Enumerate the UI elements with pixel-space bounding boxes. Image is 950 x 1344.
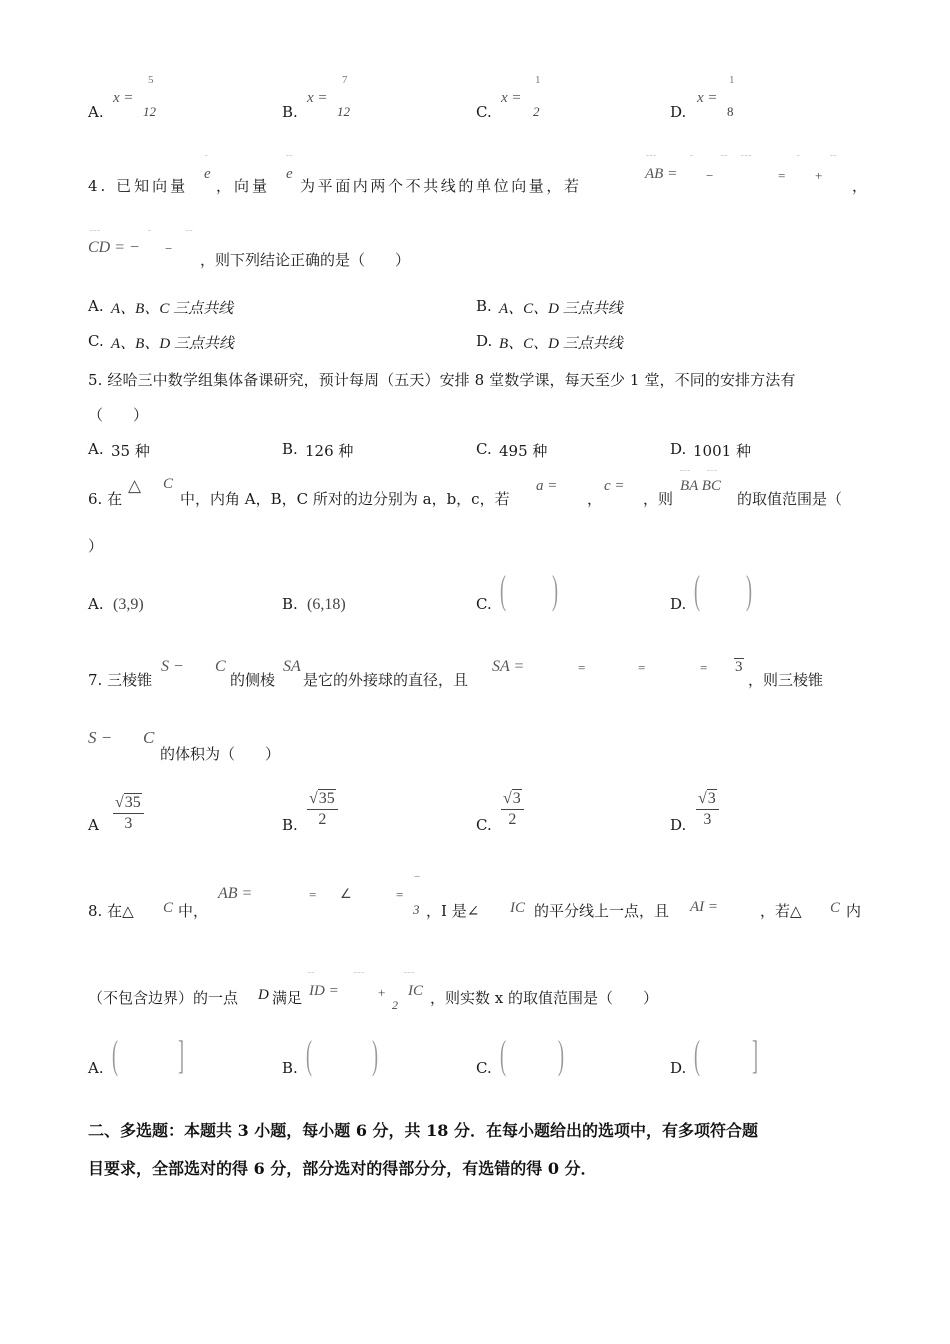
vec-tick: ˉ bbox=[690, 153, 694, 162]
q3-option-a-expr: x = bbox=[113, 90, 134, 106]
q4-e1: e bbox=[204, 166, 211, 182]
q7-s1: S − bbox=[161, 658, 184, 675]
q5-option-d-text: 1001 种 bbox=[693, 442, 751, 460]
q4-ask: ，则下列结论正确的是（ ） bbox=[200, 251, 411, 269]
q4-option-d-text: B、C、D 三点共线 bbox=[499, 336, 623, 352]
q4-option-c-text: A、B、D 三点共线 bbox=[111, 336, 234, 352]
q6-range: 的取值范围是（ bbox=[737, 490, 843, 508]
q8-satisfy: 满足 bbox=[272, 989, 303, 1007]
q5-paren: （ ） bbox=[88, 406, 149, 424]
q6-c-eq: c = bbox=[604, 478, 625, 494]
q7-sa-eq: SA = bbox=[492, 658, 525, 675]
q6-option-c-label: C. bbox=[476, 595, 492, 613]
q3-option-a-label: A. bbox=[88, 103, 104, 121]
vec-tick: ˉˉˉ bbox=[741, 153, 752, 162]
q8-frac-bar: − bbox=[414, 871, 421, 883]
paren-right: ) bbox=[746, 567, 752, 612]
q5-option-c-label: C. bbox=[476, 440, 492, 458]
vec-tick: ˉˉˉ bbox=[680, 468, 691, 477]
q7-option-d-label: D. bbox=[670, 816, 687, 834]
q6-option-a-text: (3,9) bbox=[113, 596, 144, 613]
bracket-right: ] bbox=[178, 1032, 184, 1077]
q6-a-eq: a = bbox=[536, 478, 558, 494]
q4-option-c-label: C. bbox=[88, 332, 104, 350]
paren-right: ) bbox=[552, 567, 558, 612]
q7-sqrt3 bbox=[734, 659, 744, 676]
q4-option-b-text: A、C、D 三点共线 bbox=[499, 301, 623, 317]
q3-option-b-den: 12 bbox=[337, 104, 350, 119]
q3-option-d-den: 8 bbox=[727, 104, 734, 119]
q7-option-b-frac: √35 2 bbox=[307, 790, 338, 829]
q4-option-d-label: D. bbox=[476, 332, 493, 350]
q7-s2: S − bbox=[88, 728, 113, 747]
q3-option-a-num: 5 bbox=[148, 74, 154, 86]
q8-option-c-label: C. bbox=[476, 1059, 492, 1077]
q7-then: ，则三棱锥 bbox=[748, 671, 824, 689]
q7-option-d-rad: 3 bbox=[707, 790, 716, 807]
q6-option-b-text: (6,18) bbox=[307, 596, 346, 613]
q8-option-b-label: B. bbox=[282, 1059, 298, 1077]
q7-option-d-den: 3 bbox=[703, 811, 712, 828]
q5-stem: 5. 经哈三中数学组集体备课研究，预计每周（五天）安排 8 堂数学课，每天至少 1 堂，不同的安排方法有 bbox=[88, 371, 796, 389]
paren-right: ) bbox=[372, 1032, 378, 1077]
paren-left: ( bbox=[500, 1032, 506, 1077]
q4-intro: 4. 已知向量 bbox=[88, 177, 189, 195]
q6-option-d-label: D. bbox=[670, 595, 687, 613]
vec-tick: ˉˉˉ bbox=[707, 468, 718, 477]
q3-option-c-num: 1 bbox=[535, 74, 541, 86]
q8-three: 3 bbox=[413, 902, 420, 917]
q7-option-c-den: 2 bbox=[508, 811, 517, 828]
q4-ab-expr: AB = bbox=[645, 166, 678, 182]
q5-option-b-text: 126 种 bbox=[305, 442, 354, 460]
q6-then: ，则 bbox=[643, 490, 674, 508]
q7-option-b-label: B. bbox=[282, 816, 298, 834]
q7-option-a-den: 3 bbox=[124, 815, 133, 832]
q8-eq2: = bbox=[396, 887, 404, 902]
q7-edge: 的侧棱 bbox=[230, 671, 276, 689]
q5-option-c-text: 495 种 bbox=[499, 442, 548, 460]
q3-option-b-expr: x = bbox=[307, 90, 328, 106]
paren-left: ( bbox=[694, 1032, 700, 1077]
section-2-line-2: 目要求，全部选对的得 6 分，部分选对的得部分分，有选错的得 0 分． bbox=[88, 1159, 597, 1178]
q8-angle: ∠ bbox=[340, 886, 352, 901]
vec-tick: ˉˉˉ bbox=[354, 970, 365, 979]
q6-c1: C bbox=[163, 476, 174, 492]
q3-option-b-label: B. bbox=[282, 103, 298, 121]
q6-close: ） bbox=[88, 537, 104, 555]
q4-cd-expr: CD = − bbox=[88, 239, 140, 256]
q3-option-b-num: 7 bbox=[342, 74, 348, 86]
paren-left: ( bbox=[694, 567, 700, 612]
q4-e2: e bbox=[286, 166, 293, 182]
paren-left: ( bbox=[500, 567, 506, 612]
q7-eq: = bbox=[578, 660, 586, 675]
q6-intro: 6. 在 bbox=[88, 490, 123, 508]
q4-option-a-label: A. bbox=[88, 297, 104, 315]
q8-id-eq: ID = bbox=[309, 983, 339, 999]
vec-tick: ˉˉ bbox=[286, 153, 294, 162]
q8-ask: ，则实数 x 的取值范围是（ ） bbox=[430, 989, 658, 1007]
q7-option-a-rad: 35 bbox=[124, 794, 141, 811]
q8-eq: = bbox=[309, 887, 317, 902]
q6-stem: 中，内角 A，B，C 所对的边分别为 a，b，c，若 bbox=[180, 490, 510, 508]
q8-zhong: 中， bbox=[178, 902, 209, 920]
vec-tick: ˉˉˉ bbox=[404, 970, 415, 979]
q5-option-d-label: D. bbox=[670, 440, 687, 458]
paren-left: ( bbox=[112, 1032, 118, 1077]
paren-right: ) bbox=[558, 1032, 564, 1077]
q3-option-a-den: 12 bbox=[143, 104, 156, 119]
q8-bisect: 的平分线上一点，且 bbox=[534, 902, 670, 920]
q8-option-d-label: D. bbox=[670, 1059, 687, 1077]
vec-tick: ˉ bbox=[797, 153, 801, 162]
vec-tick: ˉ bbox=[148, 228, 152, 237]
q3-option-d-expr: x = bbox=[697, 90, 718, 106]
q8-nei: 内 bbox=[846, 902, 862, 920]
q7-option-a-label: A bbox=[88, 816, 99, 834]
q8-ai: AI = bbox=[690, 899, 719, 915]
q4-trail: ， bbox=[852, 177, 868, 195]
q7-option-b-den: 2 bbox=[318, 811, 327, 828]
q7-mid: 是它的外接球的直径，且 bbox=[303, 671, 469, 689]
q8-plus: + bbox=[378, 985, 386, 1000]
bracket-right: ] bbox=[752, 1032, 758, 1077]
paren-left: ( bbox=[306, 1032, 312, 1077]
q7-option-c-frac: √3 2 bbox=[501, 790, 524, 829]
q4-option-a-text: A、B、C 三点共线 bbox=[111, 301, 234, 317]
q7-c2: C bbox=[143, 728, 155, 747]
q5-option-a-label: A. bbox=[88, 440, 104, 458]
vec-tick: ˉˉˉ bbox=[646, 153, 657, 162]
q6-vec: BA BC bbox=[680, 478, 721, 494]
q7-ask: 的体积为（ ） bbox=[160, 745, 281, 763]
q7-intro: 7. 三棱锥 bbox=[88, 671, 153, 689]
q8-line2a: （不包含边界）的一点 bbox=[88, 989, 239, 1007]
q3-option-d-num: 1 bbox=[729, 74, 735, 86]
vec-tick: ˉˉ bbox=[186, 228, 194, 237]
q4-plus: + bbox=[815, 168, 823, 183]
q8-c1: C bbox=[163, 900, 174, 916]
q8-intro: 8. 在△ bbox=[88, 902, 134, 920]
q8-c2: C bbox=[830, 900, 841, 916]
q4-cd-minus: − bbox=[165, 241, 173, 256]
q7-option-c-rad: 3 bbox=[512, 790, 521, 807]
q6-triangle: △ bbox=[128, 476, 142, 495]
q8-ic2: IC bbox=[408, 983, 423, 999]
q7-option-b-rad: 35 bbox=[318, 790, 335, 807]
q8-ic: IC bbox=[510, 900, 525, 916]
q7-option-c-label: C. bbox=[476, 816, 492, 834]
q8-i-text: ，I 是∠ bbox=[426, 902, 480, 920]
q7-option-d-frac: √3 3 bbox=[696, 790, 719, 829]
q7-eq: = bbox=[700, 660, 708, 675]
q7-three: 3 bbox=[735, 659, 743, 675]
q4-comma1: ，向量 bbox=[216, 177, 271, 195]
q4-mid: 为平面内两个不共线的单位向量，若 bbox=[300, 177, 582, 195]
q6-option-a-label: A. bbox=[88, 595, 104, 613]
vec-tick: ˉˉ bbox=[830, 153, 838, 162]
q8-if-tri: ，若△ bbox=[760, 902, 802, 920]
q5-option-a-text: 35 种 bbox=[111, 442, 150, 460]
q8-ab-eq: AB = bbox=[218, 885, 253, 902]
q8-half: 2 bbox=[392, 998, 398, 1012]
q3-option-c-expr: x = bbox=[501, 90, 522, 106]
q3-option-c-den: 2 bbox=[533, 104, 540, 119]
q6-option-b-label: B. bbox=[282, 595, 298, 613]
q8-option-a-label: A. bbox=[88, 1059, 104, 1077]
vec-tick: ˉˉˉ bbox=[90, 228, 101, 237]
q7-c1: C bbox=[215, 658, 226, 675]
q3-option-c-label: C. bbox=[476, 103, 492, 121]
q3-option-d-label: D. bbox=[670, 103, 687, 121]
q7-option-a-frac: √35 3 bbox=[113, 794, 144, 833]
vec-tick: ˉ bbox=[205, 153, 209, 162]
vec-tick: ˉˉ bbox=[308, 970, 316, 979]
q7-sa: SA bbox=[283, 658, 301, 675]
q8-d: D bbox=[258, 987, 269, 1003]
q5-option-b-label: B. bbox=[282, 440, 298, 458]
q4-eq: = bbox=[778, 168, 786, 183]
q6-comma: ， bbox=[587, 490, 603, 508]
q4-option-b-label: B. bbox=[476, 297, 492, 315]
q4-minus: − bbox=[706, 168, 714, 183]
q7-eq: = bbox=[638, 660, 646, 675]
vec-tick: ˉˉ bbox=[721, 153, 729, 162]
section-2-line-1: 二、多选题：本题共 3 小题，每小题 6 分，共 18 分．在每小题给出的选项中，有多项符合题 bbox=[88, 1121, 758, 1140]
